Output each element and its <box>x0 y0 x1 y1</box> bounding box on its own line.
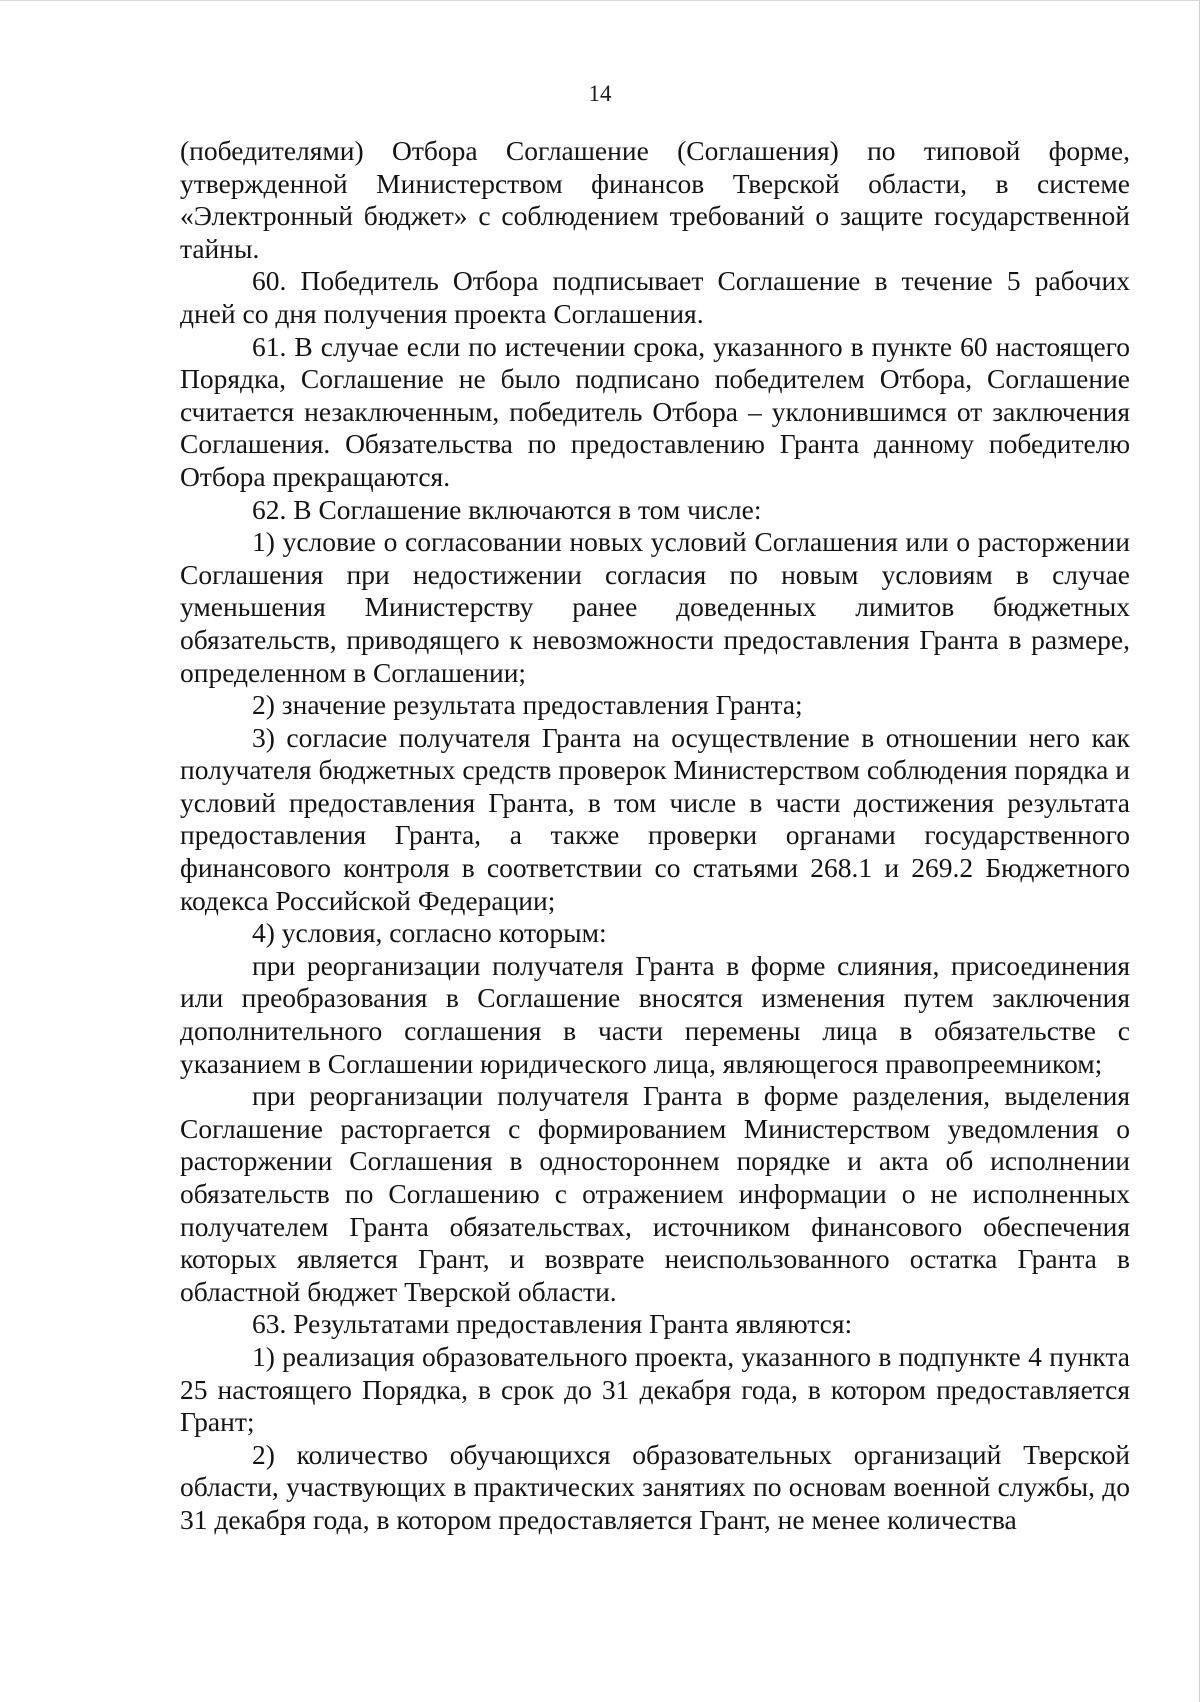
paragraph-continuation: (победителями) Отбора Соглашение (Соглашения) по типовой форме, утвержденной Министерством финансов Тверской области, в системе «Электронный бюджет» с соблюдением требований о защите государственной тайны. <box>180 135 1130 264</box>
page-number: 14 <box>588 81 612 106</box>
paragraph-62-item-3: 3) согласие получателя Гранта на осуществление в отношении него как получателя бюджетных средств проверок Министерством соблюдения порядка и условий предоставления Гранта, в том числе в части достижения результата предоставления Гранта, а также проверки органами государственного финансового контроля в соответствии со статьями 268.1 и 269.2 Бюджетного кодекса Российской Федерации; <box>180 721 1130 916</box>
document-body <box>180 135 1130 1537</box>
paragraph-63: 63. Результатами предоставления Гранта являются: <box>252 1308 853 1340</box>
paragraph-60: 60. Победитель Отбора подписывает Соглашение в течение 5 рабочих дней со дня получения проекта Соглашения. <box>180 265 1130 329</box>
paragraph-62-item-4-merger: при реорганизации получателя Гранта в форме слияния, присоединения или преобразования в Соглашение вносятся изменения путем заключения дополнительного соглашения в части перемены лица в обязательстве с указанием в Соглашении юридического лица, являющегося правопреемником; <box>180 949 1130 1079</box>
paragraph-63-item-2: 2) количество обучающихся образовательных организаций Тверской области, участвующих в практических занятиях по основам военной службы, до 31 декабря года, в котором предоставляется Грант, не менее количества <box>180 1438 1130 1535</box>
paragraph-63-item-1: 1) реализация образовательного проекта, указанного в подпункте 4 пункта 25 настоящего Порядка, в срок до 31 декабря года, в котором предоставляется Грант; <box>180 1340 1130 1438</box>
paragraph-62-item-4-division: при реорганизации получателя Гранта в форме разделения, выделения Соглашение расторгается с формированием Министерством уведомления о расторжении Соглашения в одностороннем порядке и акта об исполнении обязательств по Соглашению с отражением информации о не исполненных получателем Гранта обязательствах, источником финансового обеспечения которых является Грант, и возврате неиспользованного остатка Гранта в областной бюджет Тверской области. <box>180 1080 1130 1307</box>
paragraph-62-item-2: 2) значение результата предоставления Гранта; <box>252 689 803 721</box>
paragraph-62-item-4: 4) условия, согласно которым: <box>252 917 607 949</box>
paragraph-61: 61. В случае если по истечении срока, указанного в пункте 60 настоящего Порядка, Соглашение не было подписано победителем Отбора, Соглашение считается незаключенным, победитель Отбора – уклонившимся от заключения Соглашения. Обязательства по предоставлению Гранта данному победителю Отбора прекращаются. <box>180 330 1130 492</box>
paragraph-62: 62. В Соглашение включаются в том числе: <box>252 493 762 525</box>
paragraph-62-item-1: 1) условие о согласовании новых условий Соглашения или о расторжении Соглашения при недостижении согласия по новым условиям в случае уменьшения Министерству ранее доведенных лимитов бюджетных обязательств, приводящего к невозможности предоставления Гранта в размере, определенном в Соглашении; <box>180 526 1130 688</box>
